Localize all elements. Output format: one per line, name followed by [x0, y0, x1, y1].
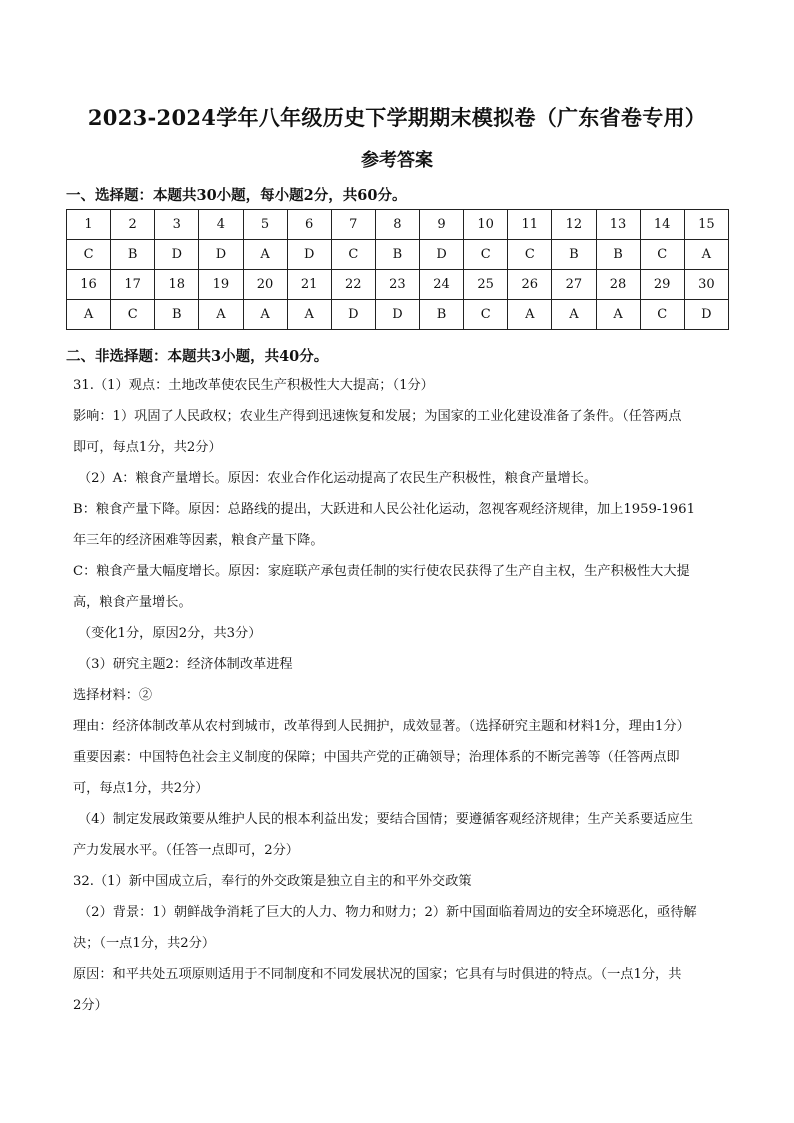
- table-cell: B: [552, 240, 596, 270]
- answer-line: C：粮食产量大幅度增长。原因：家庭联产承包责任制的实行使农民获得了生产自主权，生产积极性大大提: [73, 564, 690, 579]
- table-cell: A: [243, 300, 287, 330]
- table-row: [67, 240, 729, 270]
- answer-line: 原因：和平共处五项原则适用于不同制度和不同发展状况的国家；它具有与时俱进的特点。（一点1分，共: [73, 967, 682, 982]
- answer-line: 高，粮食产量增长。: [73, 595, 192, 610]
- answer-line: 年三年的经济困难等因素，粮食产量下降。: [73, 533, 324, 548]
- answer-table: [66, 209, 729, 330]
- answer-line: 重要因素：中国特色社会主义制度的保障；中国共产党的正确领导；治理体系的不断完善等（任答两点即: [73, 750, 680, 765]
- table-cell: 21: [287, 270, 331, 300]
- table-cell: 29: [640, 270, 684, 300]
- table-cell: 19: [199, 270, 243, 300]
- answer-line: （4）制定发展政策要从维护人民的根本利益出发；要结合国情；要遵循客观经济规律；生产关系要适应生: [78, 812, 694, 827]
- table-cell: D: [375, 300, 419, 330]
- answer-line: 2分）: [73, 998, 108, 1013]
- table-cell: A: [67, 300, 111, 330]
- table-cell: C: [508, 240, 552, 270]
- table-cell: 24: [420, 270, 464, 300]
- table-cell: C: [640, 240, 684, 270]
- table-cell: 15: [684, 210, 728, 240]
- table-cell: 5: [243, 210, 287, 240]
- answer-line: 影响：1）巩固了人民政权；农业生产得到迅速恢复和发展；为国家的工业化建设准备了条件。（任答两点: [73, 409, 682, 424]
- table-cell: D: [287, 240, 331, 270]
- table-cell: D: [155, 240, 199, 270]
- table-cell: 3: [155, 210, 199, 240]
- table-cell: 17: [111, 270, 155, 300]
- answer-line: 决；（一点1分，共2分）: [73, 936, 216, 951]
- table-cell: 6: [287, 210, 331, 240]
- table-cell: 11: [508, 210, 552, 240]
- table-cell: B: [155, 300, 199, 330]
- table-cell: C: [67, 240, 111, 270]
- answer-line: 选择材料：②: [73, 688, 153, 703]
- answer-line: 理由：经济体制改革从农村到城市，改革得到人民拥护，成效显著。（选择研究主题和材料1分，理由1分）: [73, 719, 690, 734]
- table-cell: B: [420, 300, 464, 330]
- table-cell: 27: [552, 270, 596, 300]
- table-cell: 22: [331, 270, 375, 300]
- answer-line: （2）背景：1）朝鲜战争消耗了巨大的人力、物力和财力；2）新中国面临着周边的安全环境恶化，亟待解: [78, 905, 697, 920]
- table-cell: 4: [199, 210, 243, 240]
- table-cell: 12: [552, 210, 596, 240]
- table-row: [67, 270, 729, 300]
- table-cell: D: [420, 240, 464, 270]
- table-cell: A: [243, 240, 287, 270]
- table-cell: 18: [155, 270, 199, 300]
- table-cell: 30: [684, 270, 728, 300]
- answer-line: （2）A：粮食产量增长。原因：农业合作化运动提高了农民生产积极性，粮食产量增长。: [78, 471, 598, 486]
- table-cell: 2: [111, 210, 155, 240]
- table-cell: D: [199, 240, 243, 270]
- table-cell: C: [464, 240, 508, 270]
- answer-line: 31.（1）观点：土地改革使农民生产积极性大大提高；（1分）: [73, 378, 434, 393]
- table-cell: 26: [508, 270, 552, 300]
- table-cell: A: [684, 240, 728, 270]
- table-cell: A: [287, 300, 331, 330]
- table-cell: C: [464, 300, 508, 330]
- table-cell: D: [684, 300, 728, 330]
- table-cell: 16: [67, 270, 111, 300]
- table-cell: A: [596, 300, 640, 330]
- table-cell: 25: [464, 270, 508, 300]
- page-subtitle: 参考答案: [361, 150, 433, 171]
- table-cell: B: [111, 240, 155, 270]
- table-cell: A: [508, 300, 552, 330]
- table-cell: 14: [640, 210, 684, 240]
- table-cell: 20: [243, 270, 287, 300]
- answer-line: 即可，每点1分，共2分）: [73, 440, 222, 455]
- table-cell: A: [552, 300, 596, 330]
- table-cell: 1: [67, 210, 111, 240]
- table-cell: B: [375, 240, 419, 270]
- table-cell: C: [331, 240, 375, 270]
- table-cell: 8: [375, 210, 419, 240]
- table-cell: A: [199, 300, 243, 330]
- answer-line: 可，每点1分，共2分）: [73, 781, 209, 796]
- table-cell: C: [111, 300, 155, 330]
- table-cell: 10: [464, 210, 508, 240]
- table-cell: 7: [331, 210, 375, 240]
- table-cell: 13: [596, 210, 640, 240]
- table-cell: 23: [375, 270, 419, 300]
- table-cell: B: [596, 240, 640, 270]
- answer-line: 产力发展水平。（任答一点即可，2分）: [73, 843, 299, 858]
- answer-line: （3）研究主题2：经济体制改革进程: [78, 657, 293, 672]
- answer-line: 32.（1）新中国成立后，奉行的外交政策是独立自主的和平外交政策: [73, 874, 472, 889]
- page-title: 2023-2024学年八年级历史下学期期末模拟卷（广东省卷专用）: [87, 105, 707, 130]
- section-choice-heading: 一、选择题：本题共30小题，每小题2分，共60分。: [66, 187, 407, 204]
- table-cell: D: [331, 300, 375, 330]
- table-cell: 28: [596, 270, 640, 300]
- table-cell: C: [640, 300, 684, 330]
- table-cell: 9: [420, 210, 464, 240]
- answer-line: B：粮食产量下降。原因：总路线的提出，大跃进和人民公社化运动，忽视客观经济规律，加上1959-1961: [73, 502, 695, 517]
- table-row: [67, 210, 729, 240]
- answer-line: （变化1分，原因2分，共3分）: [78, 626, 262, 641]
- table-row: [67, 300, 729, 330]
- section-nonchoice-heading: 二、非选择题：本题共3小题，共40分。: [66, 348, 329, 365]
